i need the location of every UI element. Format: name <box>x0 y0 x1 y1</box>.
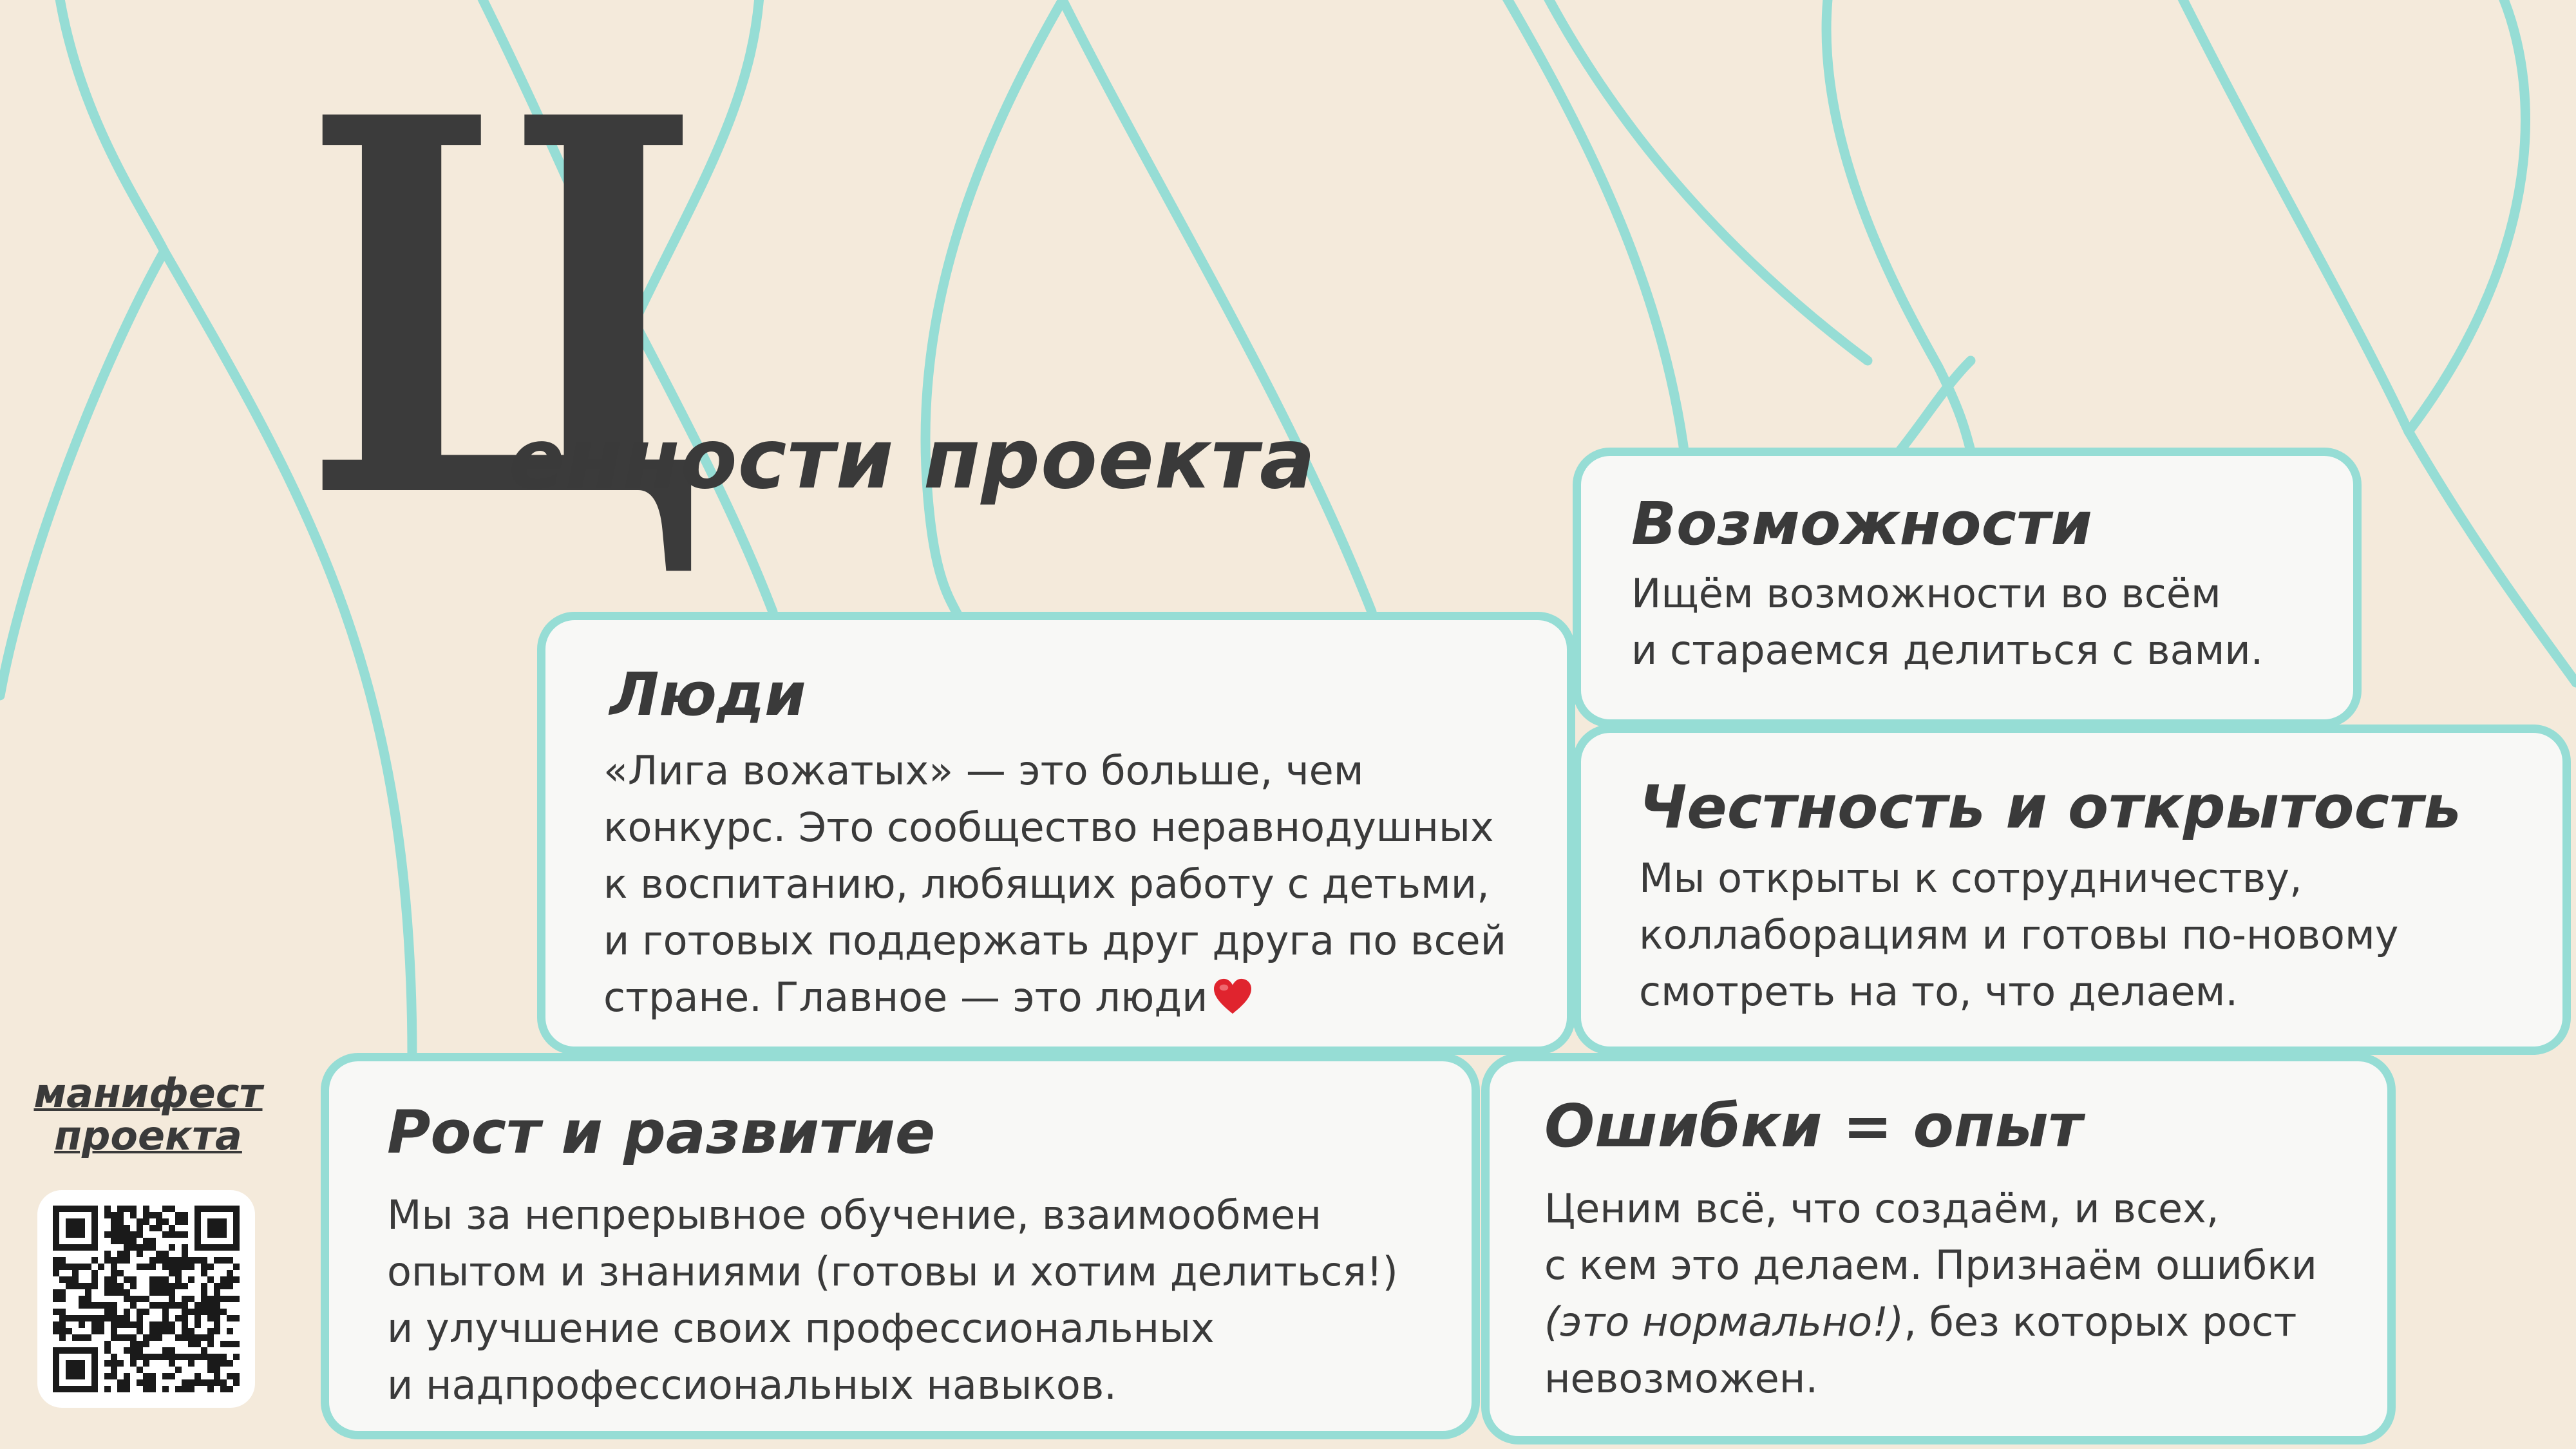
text-line: к воспитанию, любящих работу с детьми, <box>603 860 1490 907</box>
card-people <box>537 612 1575 1055</box>
card-honesty <box>1573 724 2571 1055</box>
text-line: Ценим всё, что создаём, и всех, <box>1544 1185 2219 1232</box>
text-line: Ищём возможности во всём <box>1631 570 2221 617</box>
card-growth <box>321 1053 1480 1439</box>
manifest-link[interactable] <box>19 1072 277 1157</box>
qr-code-icon <box>53 1206 240 1392</box>
text-line <box>1544 1294 2317 1350</box>
text-line: невозможен. <box>1544 1355 1819 1402</box>
text-line: Мы открыты к сотрудничеству, <box>1639 855 2302 902</box>
card-growth-title: Рост и развитие <box>387 1098 936 1167</box>
card-honesty-text <box>1639 850 2461 1020</box>
text-line: коллаборациям и готовы по-новому <box>1639 911 2399 958</box>
page-title: енности проекта <box>509 412 1316 507</box>
text-italic-note: (это нормально!) <box>1544 1298 1904 1345</box>
card-people-title: Люди <box>610 660 806 729</box>
manifest-link-line: манифест <box>33 1070 263 1117</box>
text-line-content: стране. Главное — это люди <box>603 974 1208 1021</box>
text-line: и надпрофессиональных навыков. <box>387 1361 1117 1408</box>
text-line: и готовых поддержать друг друга по всей <box>603 917 1506 964</box>
heart-icon <box>1213 978 1253 1015</box>
text-line: «Лига вожатых» — это больше, чем <box>603 747 1364 794</box>
card-opportunities-title: Возможности <box>1631 489 2092 558</box>
card-growth-text <box>387 1187 1398 1414</box>
text-line: Мы за непрерывное обучение, взаимообмен <box>387 1191 1321 1238</box>
text-line: и стараемся делиться с вами. <box>1631 627 2264 674</box>
card-people-text <box>603 743 1506 1026</box>
card-mistakes-title: Ошибки = опыт <box>1544 1092 2083 1160</box>
text-line: смотреть на то, что делаем. <box>1639 968 2239 1015</box>
card-opportunities <box>1573 448 2362 728</box>
text-line: с кем это делаем. Признаём ошибки <box>1544 1242 2317 1289</box>
text-line: конкурс. Это сообщество неравнодушных <box>603 804 1494 851</box>
text-line: и улучшение своих профессиональных <box>387 1305 1215 1352</box>
card-mistakes-text <box>1544 1180 2317 1407</box>
manifest-link-line: проекта <box>54 1112 242 1159</box>
card-opportunities-text <box>1631 565 2263 679</box>
card-mistakes <box>1481 1053 2396 1444</box>
text-line <box>603 969 1506 1026</box>
card-honesty-title: Честность и открытость <box>1639 773 2461 842</box>
title-initial-letter: Ц <box>303 6 711 612</box>
qr-code-container[interactable] <box>37 1190 255 1408</box>
text-line-content: , без которых рост <box>1904 1298 2297 1345</box>
text-line: опытом и знаниями (готовы и хотим делиться!) <box>387 1248 1398 1295</box>
